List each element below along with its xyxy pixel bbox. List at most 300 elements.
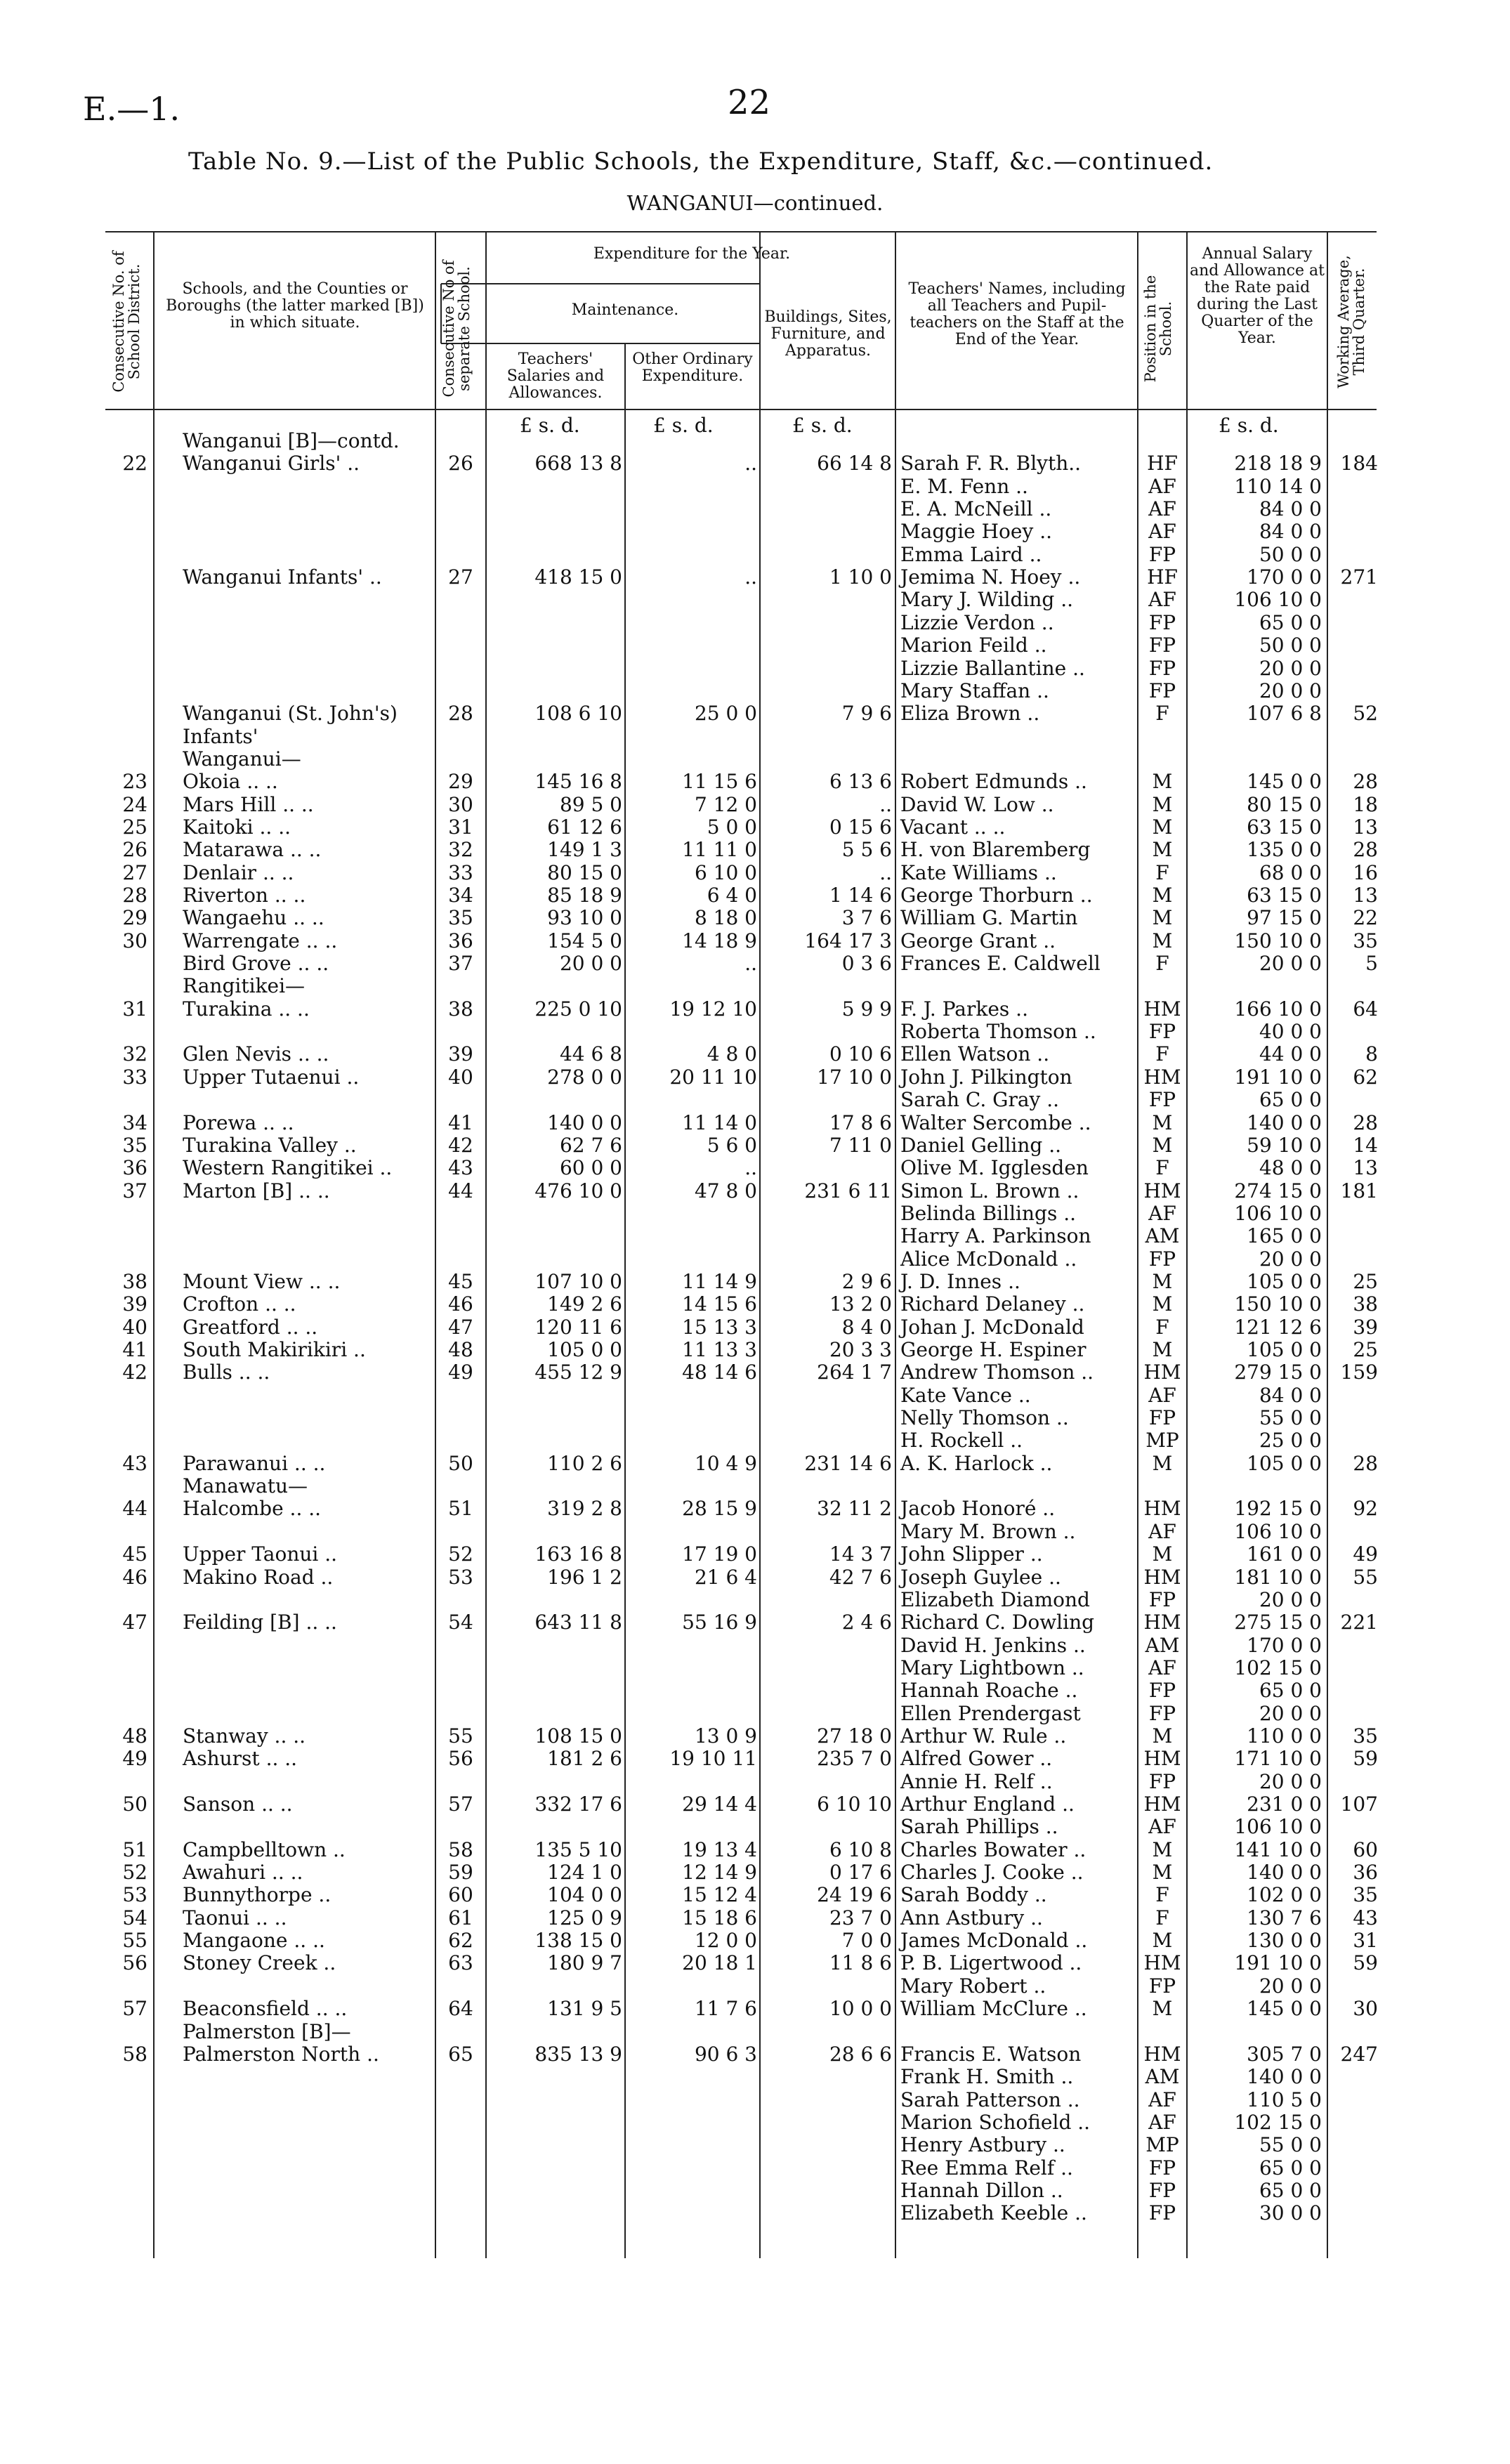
cell-salaries: 180 9 7	[547, 1951, 622, 1975]
cell-school-no: 31	[448, 815, 473, 839]
cell-district-no: 40	[122, 1315, 147, 1339]
cell-school-no: 61	[448, 1906, 473, 1929]
cell-school-name: Riverton .. ..	[183, 884, 306, 907]
cell-teacher-name: Arthur W. Rule ..	[900, 1724, 1067, 1748]
cell-district-no: 57	[122, 1997, 147, 2021]
cell-position: FP	[1148, 1088, 1176, 1112]
cell-district-no: 50	[122, 1793, 147, 1816]
cell-district-no: 44	[122, 1497, 147, 1521]
cell-annual-salary: 20 0 0	[1259, 1247, 1322, 1271]
cell-buildings: 7 11 0	[829, 1133, 892, 1157]
header-maintenance: Maintenance.	[571, 301, 679, 319]
cell-teacher-name: Mary M. Brown ..	[900, 1519, 1076, 1543]
cell-other-expenditure: 13 0 9	[694, 1724, 757, 1748]
cell-position: M	[1152, 1929, 1173, 1953]
cell-position: HM	[1143, 1179, 1181, 1202]
cell-salaries: 181 2 6	[547, 1747, 622, 1771]
cell-school-name: Warrengate .. ..	[183, 929, 338, 952]
cell-buildings: 7 0 0	[841, 1929, 892, 1953]
cell-school-no: 62	[448, 1929, 473, 1953]
cell-position: F	[1155, 952, 1169, 976]
cell-teacher-name: Kate Vance ..	[900, 1383, 1031, 1407]
cell-salaries: 332 17 6	[534, 1793, 622, 1816]
cell-working-average: 92	[1353, 1497, 1378, 1521]
cell-salaries: 120 11 6	[534, 1315, 622, 1339]
cell-school-no: 53	[448, 1565, 473, 1589]
cell-teacher-name: Alice McDonald ..	[900, 1247, 1077, 1271]
cell-position: FP	[1148, 1769, 1176, 1793]
cell-district-no: 28	[122, 884, 147, 907]
header-buildings: Buildings, Sites, Furniture, and Apparatus.	[764, 308, 892, 360]
cell-teacher-name: A. K. Harlock ..	[900, 1451, 1053, 1475]
cell-teacher-name: Mary J. Wilding ..	[900, 588, 1074, 612]
cell-teacher-name: Annie H. Relf ..	[900, 1769, 1053, 1793]
cell-school-name: Matarawa .. ..	[183, 838, 322, 862]
cell-buildings: 6 13 6	[829, 770, 892, 794]
cell-teacher-name: James McDonald ..	[900, 1929, 1088, 1953]
cell-annual-salary: 110 0 0	[1247, 1724, 1322, 1748]
cell-annual-salary: 97 15 0	[1247, 906, 1322, 930]
cell-teacher-name: Mary Robert ..	[900, 1974, 1046, 1998]
cell-buildings: 0 15 6	[829, 815, 892, 839]
cell-school-no: 37	[448, 952, 473, 976]
cell-school-no: 29	[448, 770, 473, 794]
cell-teacher-name: Richard C. Dowling	[900, 1611, 1095, 1634]
cell-buildings: 6 10 8	[829, 1837, 892, 1861]
cell-school-name: Palmerston North ..	[183, 2042, 379, 2066]
cell-working-average: 39	[1353, 1315, 1378, 1339]
cell-working-average: 25	[1353, 1269, 1378, 1293]
cell-school-no: 56	[448, 1747, 473, 1771]
cell-annual-salary: 84 0 0	[1259, 520, 1322, 544]
cell-annual-salary: 20 0 0	[1259, 1587, 1322, 1611]
cell-working-average: 59	[1353, 1951, 1378, 1975]
cell-other-expenditure: 12 0 0	[694, 1929, 757, 1953]
cell-school-name: Greatford .. ..	[183, 1315, 318, 1339]
cell-working-average: 22	[1353, 906, 1378, 930]
cell-buildings: 24 19 6	[817, 1883, 892, 1907]
cell-position: FP	[1148, 1247, 1176, 1271]
cell-teacher-name: Elizabeth Keeble ..	[900, 2201, 1087, 2225]
cell-annual-salary: 140 0 0	[1247, 1110, 1322, 1134]
cell-position: F	[1155, 1156, 1169, 1180]
cell-working-average: 36	[1353, 1861, 1378, 1885]
cell-school-no: 59	[448, 1861, 473, 1885]
cell-school-no: 55	[448, 1724, 473, 1748]
header-attendance: Working Average, Third Quarter.	[1335, 255, 1367, 388]
cell-teacher-name: Sarah Phillips ..	[900, 1815, 1058, 1839]
cell-school-name: Mars Hill .. ..	[183, 792, 314, 816]
cell-school-no: 58	[448, 1837, 473, 1861]
cell-teacher-name: Mary Lightbown ..	[900, 1656, 1084, 1679]
cell-position: AF	[1148, 474, 1176, 498]
cell-position: M	[1152, 1451, 1173, 1475]
cell-buildings: 20 3 3	[829, 1338, 892, 1361]
cell-teacher-name: John J. Pilkington	[900, 1065, 1072, 1089]
cell-district-no: 52	[122, 1861, 147, 1885]
cell-annual-salary: 274 15 0	[1234, 1179, 1322, 1202]
cell-annual-salary: 135 0 0	[1247, 838, 1322, 862]
cell-position: F	[1155, 1906, 1169, 1929]
cell-teacher-name: Kate Williams ..	[900, 860, 1057, 884]
cell-position: F	[1155, 860, 1169, 884]
cell-teacher-name: E. A. McNeill ..	[900, 497, 1052, 521]
cell-annual-salary: 150 10 0	[1234, 929, 1322, 952]
cell-annual-salary: 30 0 0	[1259, 2201, 1322, 2225]
cell-working-average: 35	[1353, 1724, 1378, 1748]
cell-other-expenditure: 25 0 0	[694, 702, 757, 726]
cell-district-no: 38	[122, 1269, 147, 1293]
cell-other-expenditure: 48 14 6	[682, 1361, 757, 1384]
cell-position: FP	[1148, 679, 1176, 702]
cell-school-name: Awahuri .. ..	[183, 1861, 303, 1885]
cell-buildings: 231 14 6	[804, 1451, 892, 1475]
cell-position: HM	[1143, 1951, 1181, 1975]
cell-teacher-name: Alfred Gower ..	[900, 1747, 1053, 1771]
cell-other-expenditure: 11 14 9	[682, 1269, 757, 1293]
cell-school-name: Wanganui (St. John's)	[183, 702, 398, 726]
cell-teacher-name: Nelly Thomson ..	[900, 1406, 1069, 1430]
cell-teacher-name: Frances E. Caldwell	[900, 952, 1101, 976]
cell-teacher-name: Olive M. Igglesden	[900, 1156, 1089, 1180]
cell-working-average: 28	[1353, 838, 1378, 862]
cell-school-name: Sanson .. ..	[183, 1793, 293, 1816]
cell-annual-salary: 40 0 0	[1259, 1020, 1322, 1044]
cell-working-average: 271	[1340, 565, 1378, 589]
cell-position: M	[1152, 1133, 1173, 1157]
cell-position: FP	[1148, 542, 1176, 566]
cell-other-expenditure: 29 14 4	[682, 1793, 757, 1816]
cell-school-name: Porewa .. ..	[183, 1110, 294, 1134]
cell-school-name: Wanganui Infants' ..	[183, 565, 382, 589]
cell-position: M	[1152, 815, 1173, 839]
cell-teacher-name: Eliza Brown ..	[900, 702, 1040, 726]
cell-annual-salary: 275 15 0	[1234, 1611, 1322, 1634]
cell-district-no: 49	[122, 1747, 147, 1771]
cell-teacher-name: Robert Edmunds ..	[900, 770, 1087, 794]
cell-school-name: Makino Road ..	[183, 1565, 334, 1589]
cell-school-name: Marton [B] .. ..	[183, 1179, 330, 1202]
cell-salaries: 135 5 10	[534, 1837, 622, 1861]
cell-school-no: 54	[448, 1611, 473, 1634]
cell-school-no: 28	[448, 702, 473, 726]
cell-school-no: 26	[448, 452, 473, 476]
cell-salaries: 154 5 0	[547, 929, 622, 952]
header-salary: Annual Salary and Allowance at the Rate paid during the Last Quarter of the Year.	[1190, 245, 1325, 347]
cell-working-average: 8	[1365, 1042, 1378, 1066]
cell-annual-salary: 191 10 0	[1234, 1951, 1322, 1975]
cell-salaries: 60 0 0	[559, 1156, 622, 1180]
cell-buildings: 23 7 0	[829, 1906, 892, 1929]
cell-teacher-name: Elizabeth Diamond	[900, 1587, 1090, 1611]
cell-district-no: 47	[122, 1611, 147, 1634]
cell-district-no: 39	[122, 1292, 147, 1316]
cell-teacher-name: Hannah Dillon ..	[900, 2178, 1063, 2202]
cell-position: FP	[1148, 1701, 1176, 1725]
cell-school-no: 42	[448, 1133, 473, 1157]
cell-salaries: 196 1 2	[547, 1565, 622, 1589]
cell-position: AF	[1148, 497, 1176, 521]
cell-school-no: 40	[448, 1065, 473, 1089]
cell-position: HM	[1143, 997, 1181, 1021]
cell-school-name: Ashurst .. ..	[183, 1747, 298, 1771]
cell-other-expenditure: 6 4 0	[707, 884, 757, 907]
cell-annual-salary: 106 10 0	[1234, 1519, 1322, 1543]
cell-district-no: 29	[122, 906, 147, 930]
cell-district-no: 23	[122, 770, 147, 794]
cell-school-name: Mangaone .. ..	[183, 1929, 325, 1953]
cell-school-name: Crofton .. ..	[183, 1292, 296, 1316]
cell-working-average: 38	[1353, 1292, 1378, 1316]
cell-school-no: 36	[448, 929, 473, 952]
cell-teacher-name: J. D. Innes ..	[900, 1269, 1020, 1293]
cell-annual-salary: 165 0 0	[1247, 1224, 1322, 1248]
cell-salaries: 835 13 9	[534, 2042, 622, 2066]
cell-position: AF	[1148, 1815, 1176, 1839]
cell-school-no: 60	[448, 1883, 473, 1907]
cell-teacher-name: Lizzie Ballantine ..	[900, 656, 1085, 680]
cell-annual-salary: 63 15 0	[1247, 815, 1322, 839]
cell-annual-salary: 279 15 0	[1234, 1361, 1322, 1384]
cell-district-no: 37	[122, 1179, 147, 1202]
cell-teacher-name: Marion Feild ..	[900, 634, 1047, 657]
cell-school-no: 51	[448, 1497, 473, 1521]
cell-annual-salary: 65 0 0	[1259, 610, 1322, 634]
cell-working-average: 35	[1353, 929, 1378, 952]
cell-position: FP	[1148, 2156, 1176, 2180]
cell-teacher-name: H. von Blaremberg	[900, 838, 1091, 862]
cell-district-no: 56	[122, 1951, 147, 1975]
cell-position: HF	[1147, 452, 1178, 476]
cell-working-average: 31	[1353, 1929, 1378, 1953]
cell-annual-salary: 170 0 0	[1247, 565, 1322, 589]
cell-position: AF	[1148, 2110, 1176, 2134]
cell-other-expenditure: 5 6 0	[707, 1133, 757, 1157]
cell-school-name: Manawatu—	[183, 1474, 308, 1498]
cell-teacher-name: Belinda Billings ..	[900, 1201, 1077, 1225]
cell-annual-salary: 161 0 0	[1247, 1542, 1322, 1566]
cell-teacher-name: Marion Schofield ..	[900, 2110, 1091, 2134]
cell-position: M	[1152, 1338, 1173, 1361]
cell-school-no: 44	[448, 1179, 473, 1202]
cell-buildings: 32 11 2	[817, 1497, 892, 1521]
cell-school-no: 33	[448, 860, 473, 884]
cell-school-name: Upper Taonui ..	[183, 1542, 338, 1566]
cell-school-no: 47	[448, 1315, 473, 1339]
cell-position: M	[1152, 884, 1173, 907]
cell-other-expenditure: 14 15 6	[682, 1292, 757, 1316]
cell-other-expenditure: 12 14 9	[682, 1861, 757, 1885]
cell-annual-salary: 25 0 0	[1259, 1429, 1322, 1453]
cell-annual-salary: 59 10 0	[1247, 1133, 1322, 1157]
cell-buildings: 27 18 0	[817, 1724, 892, 1748]
cell-salaries: 140 0 0	[547, 1110, 622, 1134]
cell-teacher-name: Ann Astbury ..	[900, 1906, 1043, 1929]
cell-working-average: 13	[1353, 1156, 1378, 1180]
cell-district-no: 58	[122, 2042, 147, 2066]
cell-teacher-name: George Grant ..	[900, 929, 1056, 952]
cell-annual-salary: 102 15 0	[1234, 2110, 1322, 2134]
cell-annual-salary: 166 10 0	[1234, 997, 1322, 1021]
cell-teacher-name: David H. Jenkins ..	[900, 1633, 1086, 1657]
cell-working-average: 181	[1340, 1179, 1378, 1202]
cell-buildings: 2 9 6	[841, 1269, 892, 1293]
cell-teacher-name: Sarah C. Gray ..	[900, 1088, 1060, 1112]
cell-buildings: 13 2 0	[829, 1292, 892, 1316]
cell-other-expenditure: 47 8 0	[694, 1179, 757, 1202]
cell-school-name: Stoney Creek ..	[183, 1951, 336, 1975]
cell-position: HM	[1143, 1065, 1181, 1089]
cell-working-average: 16	[1353, 860, 1378, 884]
cell-salaries: 110 2 6	[547, 1451, 622, 1475]
cell-position: M	[1152, 1837, 1173, 1861]
cell-school-no: 27	[448, 565, 473, 589]
cell-buildings: 1 14 6	[829, 884, 892, 907]
cell-school-name: Upper Tutaenui ..	[183, 1065, 360, 1089]
cell-buildings: ..	[879, 860, 892, 884]
cell-annual-salary: 140 0 0	[1247, 2065, 1322, 2089]
cell-salaries: 61 12 6	[547, 815, 622, 839]
cell-buildings: 164 17 3	[804, 929, 892, 952]
cell-position: FP	[1148, 1020, 1176, 1044]
cell-school-no: 52	[448, 1542, 473, 1566]
cell-district-no: 41	[122, 1338, 147, 1361]
cell-teacher-name: Walter Sercombe ..	[900, 1110, 1091, 1134]
cell-district-no: 32	[122, 1042, 147, 1066]
cell-position: AF	[1148, 2088, 1176, 2111]
cell-position: M	[1152, 1724, 1173, 1748]
cell-teacher-name: Maggie Hoey ..	[900, 520, 1053, 544]
cell-district-no: 24	[122, 792, 147, 816]
cell-annual-salary: 231 0 0	[1247, 1793, 1322, 1816]
cell-school-name: Parawanui .. ..	[183, 1451, 326, 1475]
cell-annual-salary: 65 0 0	[1259, 2156, 1322, 2180]
cell-position: FP	[1148, 2201, 1176, 2225]
cell-other-expenditure: 11 14 0	[682, 1110, 757, 1134]
cell-school-name: Western Rangitikei ..	[183, 1156, 393, 1180]
cell-school-no: 35	[448, 906, 473, 930]
cell-salaries: 668 13 8	[534, 452, 622, 476]
cell-school-name: Taonui .. ..	[183, 1906, 287, 1929]
cell-other-expenditure: 6 10 0	[694, 860, 757, 884]
cell-school-name: Bulls .. ..	[183, 1361, 270, 1384]
cell-school-name: Feilding [B] .. ..	[183, 1611, 337, 1634]
cell-teacher-name: Sarah Boddy ..	[900, 1883, 1047, 1907]
cell-position: AF	[1148, 1383, 1176, 1407]
cell-position: HM	[1143, 1793, 1181, 1816]
cell-other-expenditure: 15 18 6	[682, 1906, 757, 1929]
cell-school-name: Wangaehu .. ..	[183, 906, 324, 930]
cell-annual-salary: 84 0 0	[1259, 497, 1322, 521]
cell-buildings: 0 17 6	[829, 1861, 892, 1885]
cell-school-name: Infants'	[183, 724, 258, 748]
cell-other-expenditure: 55 16 9	[682, 1611, 757, 1634]
cell-salaries: 108 6 10	[534, 702, 622, 726]
header-schools: Schools, and the Counties or Boroughs (the latter marked [B]) in which situate.	[166, 280, 424, 332]
cell-teacher-name: Ellen Watson ..	[900, 1042, 1050, 1066]
cell-salaries: 163 16 8	[534, 1542, 622, 1566]
cell-position: AF	[1148, 588, 1176, 612]
cell-position: FP	[1148, 1974, 1176, 1998]
cell-working-average: 14	[1353, 1133, 1378, 1157]
cell-buildings: 1 10 0	[829, 565, 892, 589]
cell-annual-salary: 65 0 0	[1259, 2178, 1322, 2202]
cell-annual-salary: 130 0 0	[1247, 1929, 1322, 1953]
cell-annual-salary: 145 0 0	[1247, 770, 1322, 794]
cell-annual-salary: 191 10 0	[1234, 1065, 1322, 1089]
cell-buildings: 2 4 6	[841, 1611, 892, 1634]
cell-position: AF	[1148, 520, 1176, 544]
cell-buildings: 5 9 9	[841, 997, 892, 1021]
cell-annual-salary: 171 10 0	[1234, 1747, 1322, 1771]
cell-school-name: Turakina .. ..	[183, 997, 310, 1021]
cell-salaries: 476 10 0	[534, 1179, 622, 1202]
cell-position: M	[1152, 838, 1173, 862]
cell-teacher-name: Charles Bowater ..	[900, 1837, 1086, 1861]
cell-working-average: 13	[1353, 884, 1378, 907]
cell-annual-salary: 218 18 9	[1234, 452, 1322, 476]
cell-position: M	[1152, 1110, 1173, 1134]
cell-buildings: 264 1 7	[817, 1361, 892, 1384]
cell-working-average: 28	[1353, 1451, 1378, 1475]
cell-other-expenditure: ..	[744, 1156, 757, 1180]
cell-district-no: 42	[122, 1361, 147, 1384]
cell-teacher-name: Daniel Gelling ..	[900, 1133, 1062, 1157]
cell-other-expenditure: 28 15 9	[682, 1497, 757, 1521]
cell-position: M	[1152, 929, 1173, 952]
cell-working-average: 49	[1353, 1542, 1378, 1566]
cell-district-no: 35	[122, 1133, 147, 1157]
cell-other-expenditure: 21 6 4	[694, 1565, 757, 1589]
cell-position: M	[1152, 1861, 1173, 1885]
cell-annual-salary: 63 15 0	[1247, 884, 1322, 907]
cell-annual-salary: 110 14 0	[1234, 474, 1322, 498]
header-district-no: Consecutive No. of School District.	[110, 251, 143, 393]
cell-teacher-name: George Thorburn ..	[900, 884, 1093, 907]
cell-position: FP	[1148, 610, 1176, 634]
cell-other-expenditure: 15 12 4	[682, 1883, 757, 1907]
cell-working-average: 5	[1365, 952, 1378, 976]
cell-position: F	[1155, 1042, 1169, 1066]
cell-school-name: Bunnythorpe ..	[183, 1883, 331, 1907]
cell-position: AM	[1145, 1224, 1180, 1248]
cell-position: HM	[1143, 1361, 1181, 1384]
cell-teacher-name: Simon L. Brown ..	[900, 1179, 1079, 1202]
cell-salaries: 105 0 0	[547, 1338, 622, 1361]
cell-salaries: 455 12 9	[534, 1361, 622, 1384]
cell-working-average: 59	[1353, 1747, 1378, 1771]
cell-working-average: 52	[1353, 702, 1378, 726]
cell-teacher-name: Mary Staffan ..	[900, 679, 1049, 702]
cell-position: F	[1155, 702, 1169, 726]
cell-school-name: Wanganui Girls' ..	[183, 452, 360, 476]
page-code: E.—1.	[83, 90, 180, 128]
header-school-no: Consecutive No of separate School.	[440, 260, 473, 398]
cell-working-average: 13	[1353, 815, 1378, 839]
cell-annual-salary: 145 0 0	[1247, 1997, 1322, 2021]
cell-other-expenditure: ..	[744, 952, 757, 976]
currency-label-salaries: £ s. d.	[520, 414, 580, 437]
cell-annual-salary: 141 10 0	[1234, 1837, 1322, 1861]
cell-buildings: 42 7 6	[829, 1565, 892, 1589]
cell-buildings: 11 8 6	[829, 1951, 892, 1975]
cell-teacher-name: Roberta Thomson ..	[900, 1020, 1096, 1044]
cell-annual-salary: 170 0 0	[1247, 1633, 1322, 1657]
cell-school-name: Turakina Valley ..	[183, 1133, 357, 1157]
cell-annual-salary: 84 0 0	[1259, 1383, 1322, 1407]
cell-teacher-name: Richard Delaney ..	[900, 1292, 1085, 1316]
cell-other-expenditure: 15 13 3	[682, 1315, 757, 1339]
